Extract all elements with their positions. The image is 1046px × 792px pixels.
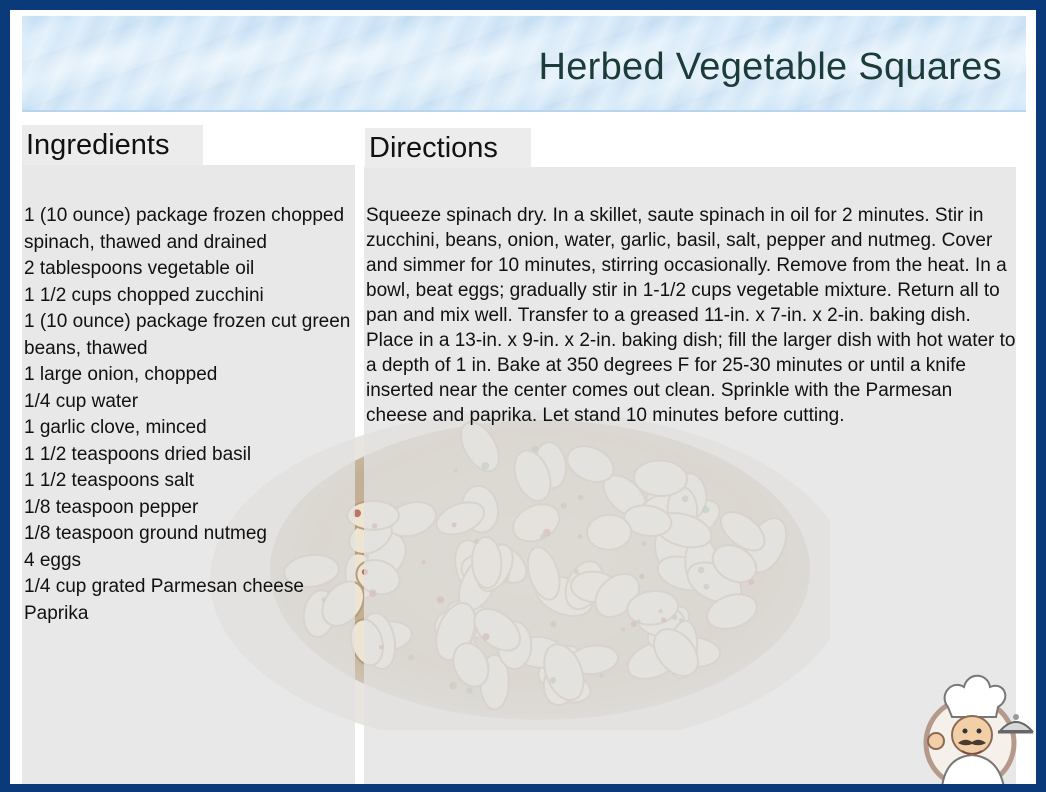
ingredient-item: 1 large onion, chopped — [24, 364, 218, 385]
ingredients-list — [24, 203, 354, 627]
ingredient-item: 1 1/2 teaspoons dried basil — [24, 443, 252, 465]
ingredient-item: 1/8 teaspoon ground nutmeg — [24, 523, 267, 544]
ingredient-item: Paprika — [24, 602, 89, 624]
directions-heading: Directions — [365, 128, 531, 168]
chef-icon — [912, 665, 1034, 790]
ingredient-item: 1 (10 ounce) package frozen cut green beans, thawed — [24, 311, 351, 359]
directions-text: Squeeze spinach dry. In a skillet, saute spinach in oil for 2 minutes. Stir in zucchini, beans, onion, water, garlic, basil, salt, pepper and nutmeg. Cover and simmer for 10 minutes, stirring occasionally. Remove from the heat. In a bowl, beat eggs; gradually stir in 1-1/2 cups vegetable mixture. Return all to pan and mix well. Transfer to a greased 11-in. x 7-in. x 2-in. baking dish. Place in a 13-in. x 9-in. x 2-in. baking dish; fill the larger dish with hot water to a depth of 1 in. Bake at 350 degrees F for 25-30 minutes or until a knife inserted near the center comes out clean. Sprinkle with the Parmesan cheese and paprika. Let stand 10 minutes before cutting. — [366, 205, 1016, 426]
ingredient-item: 1/4 cup water — [24, 390, 139, 412]
ingredient-item: 1/8 teaspoon pepper — [24, 496, 199, 518]
recipe-title: Herbed Vegetable Squares — [538, 46, 1002, 88]
ingredient-item: 4 eggs — [24, 549, 82, 571]
ingredient-item: 1 garlic clove, minced — [24, 417, 207, 438]
ingredient-item: 1/4 cup grated Parmesan cheese — [24, 576, 304, 597]
header-banner — [22, 16, 1026, 112]
ingredients-heading: Ingredients — [22, 125, 203, 165]
ingredient-item: 1 1/2 teaspoons salt — [24, 470, 195, 491]
ingredient-item: 1 1/2 cups chopped zucchini — [24, 284, 264, 306]
ingredient-item: 2 tablespoons vegetable oil — [24, 258, 255, 279]
ingredient-item: 1 (10 ounce) package frozen chopped spinach, thawed and drained — [24, 205, 345, 253]
